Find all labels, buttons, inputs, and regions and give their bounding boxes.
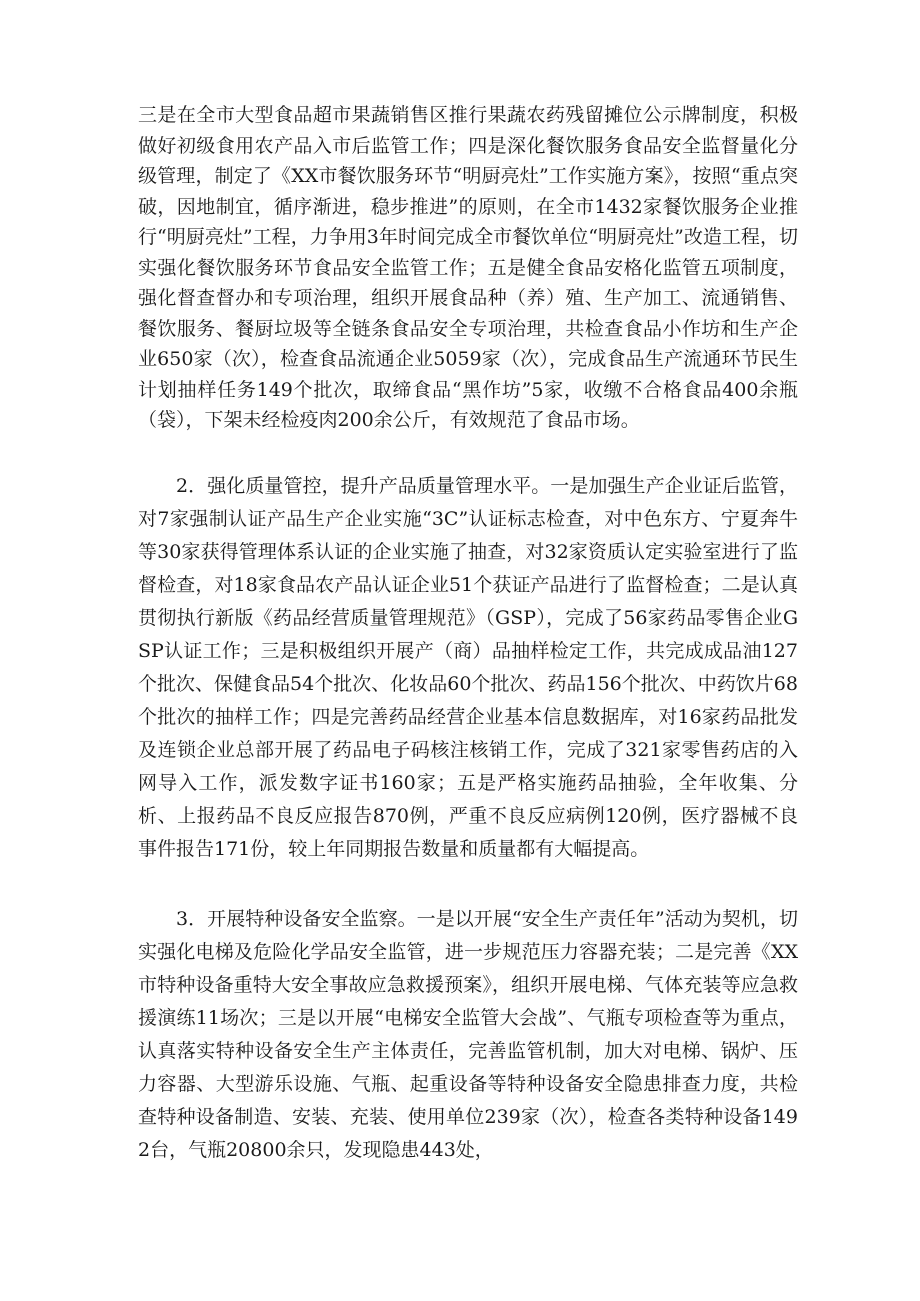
paragraph-quality-control: 2．强化质量管控，提升产品质量管理水平。一是加强生产企业证后监管，对7家强制认证产品生产企业实施“3C”认证标志检查，对中色东方、宁夏奔牛等30家获得管理体系认证的企业实施了抽查，对32家资质认定实验室进行了监督检查，对18家食品农产品认证企业51个获证产品进行了监督检查；二是认真贯彻执行新版《药品经营质量管理规范》（GSP），完成了56家药品零售企业GSP认证工作；三是积极组织开展产（商）品抽样检定工作，共完成成品油127个批次、保健食品54个批次、化妆品60个批次、药品156个批次、中药饮片68个批次的抽样工作；四是完善药品经营企业基本信息数据库，对16家药品批发及连锁企业总部开展了药品电子码核注核销工作，完成了321家零售药店的入网导入工作，派发数字证书160家；五是严格实施药品抽验，全年收集、分析、上报药品不良反应报告870例，严重不良反应病例120例，医疗器械不良事件报告171份，较上年同期报告数量和质量都有大幅提高。 — [138, 475, 798, 860]
paragraph-food-safety: 三是在全市大型食品超市果蔬销售区推行果蔬农药残留摊位公示牌制度，积极做好初级食用农产品入市后监管工作；四是深化餐饮服务食品安全监督量化分级管理，制定了《XX市餐饮服务环节“明厨亮灶”工作实施方案》，按照“重点突破，因地制宜，循序渐进，稳步推进”的原则，在全市1432家餐饮服务企业推行“明厨亮灶”工程，力争用3年时间完成全市餐饮单位“明厨亮灶”改造工程，切实强化餐饮服务环节食品安全监管工作；五是健全食品安格化监管五项制度，强化督查督办和专项治理，组织开展食品种（养）殖、生产加工、流通销售、餐饮服务、餐厨垃圾等全链条食品安全专项治理，共检查食品小作坊和生产企业650家（次），检查食品流通企业5059家（次），完成食品生产流通环节民生计划抽样任务149个批次，取缔食品“黑作坊”5家，收缴不合格食品400余瓶（袋），下架未经检疫肉200余公斤，有效规范了食品市场。 — [138, 104, 798, 431]
paragraph-special-equipment: 3．开展特种设备安全监察。一是以开展“安全生产责任年”活动为契机，切实强化电梯及危险化学品安全监管，进一步规范压力容器充装；二是完善《XX市特种设备重特大安全事故应急救援预案》，组织开展电梯、气体充装等应急救援演练11场次；三是以开展“电梯安全监管大会战”、气瓶专项检查等为重点，认真落实特种设备安全生产主体责任，完善监管机制，加大对电梯、锅炉、压力容器、大型游乐设施、气瓶、起重设备等特种设备安全隐患排查力度，共检查特种设备制造、安装、充装、使用单位239家（次），检查各类特种设备1492台，气瓶20800余只，发现隐患443处， — [138, 908, 798, 1161]
